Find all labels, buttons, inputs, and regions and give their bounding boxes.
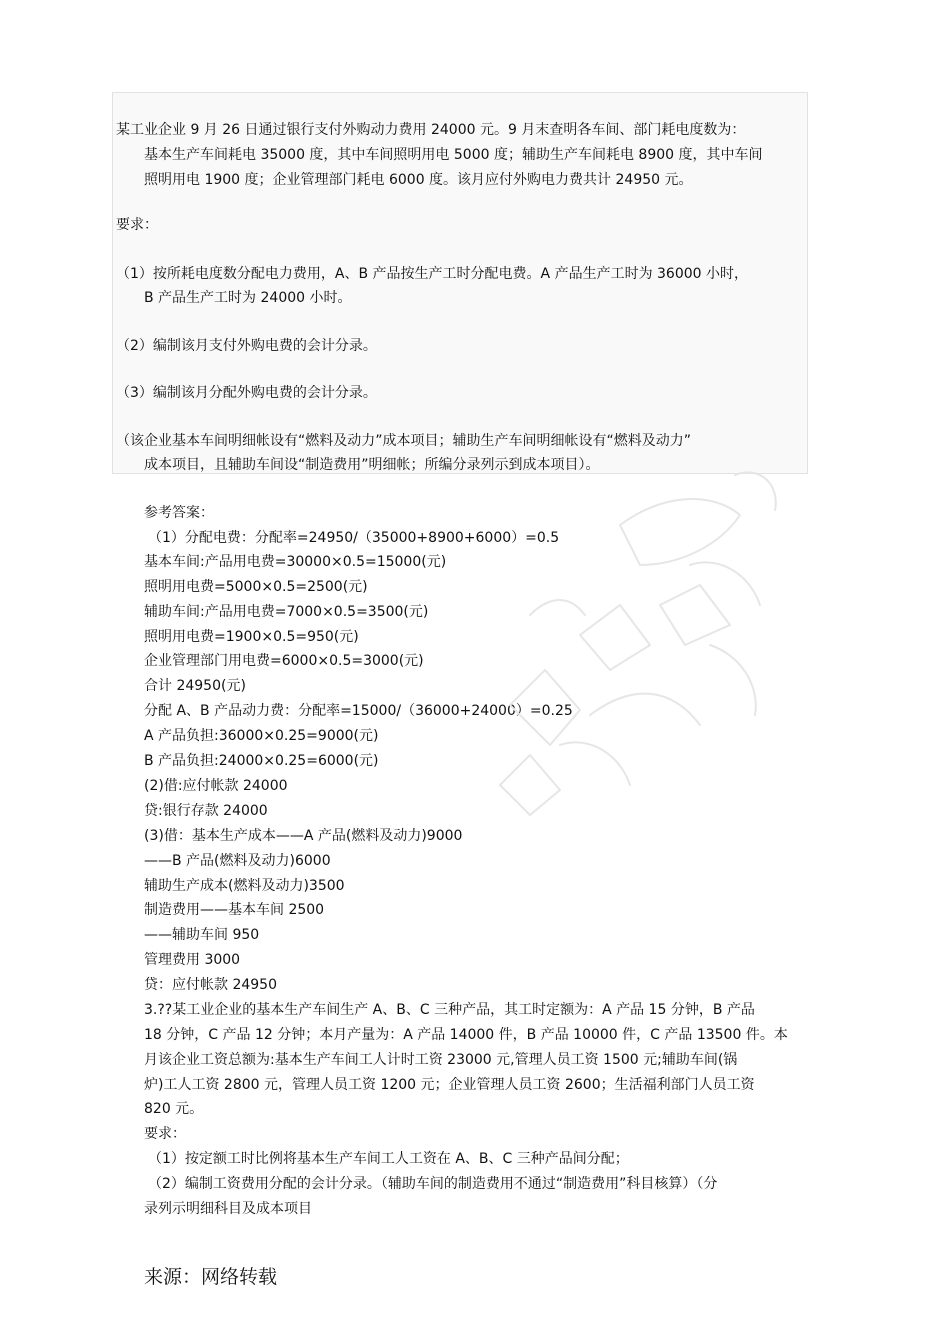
- answer-line: 制造费用——基本车间 2500: [144, 902, 325, 918]
- question-line: （3）编制该月分配外购电费的会计分录。: [116, 385, 377, 401]
- answer-line: 管理费用 3000: [144, 952, 241, 968]
- question-line: B 产品生产工时为 24000 小时。: [144, 290, 352, 306]
- answer-line: 要求：: [144, 1126, 186, 1142]
- answer-line: ——辅助车间 950: [144, 927, 260, 943]
- source-line: 来源：网络转载: [144, 1266, 278, 1288]
- answer-line: 照明用电费=1900×0.5=950(元): [144, 629, 359, 645]
- question-line: 照明用电 1900 度；企业管理部门耗电 6000 度。该月应付外购电力费共计 24950 元。: [144, 172, 693, 188]
- answer-line: 辅助车间:产品用电费=7000×0.5=3500(元): [144, 604, 429, 620]
- answer-line: 炉)工人工资 2800 元，管理人员工资 1200 元；企业管理人员工资 2600；生活福利部门人员工资: [144, 1077, 755, 1093]
- answer-line: ——B 产品(燃料及动力)6000: [144, 853, 331, 869]
- answer-line: （1）分配电费：分配率=24950/（35000+8900+6000）=0.5: [148, 530, 560, 546]
- answer-line: 辅助生产成本(燃料及动力)3500: [144, 878, 345, 894]
- question-line: 成本项目，且辅助车间设“制造费用”明细帐；所编分录列示到成本项目）。: [144, 457, 600, 473]
- answer-line: A 产品负担:36000×0.25=9000(元): [144, 728, 379, 744]
- answer-line: (3)借：基本生产成本——A 产品(燃料及动力)9000: [144, 828, 463, 844]
- answer-line: 18 分钟，C 产品 12 分钟；本月产量为：A 产品 14000 件，B 产品 10000 件，C 产品 13500 件。本: [144, 1027, 788, 1043]
- answer-line: （2）编制工资费用分配的会计分录。（辅助车间的制造费用不通过“制造费用”科目核算）（分: [148, 1176, 718, 1192]
- question-line: （该企业基本车间明细帐设有“燃料及动力”成本项目；辅助生产车间明细帐设有“燃料及动力”: [116, 433, 692, 449]
- question-line: 要求：: [116, 217, 158, 233]
- answer-line: 合计 24950(元): [144, 678, 246, 694]
- answer-line: 企业管理部门用电费=6000×0.5=3000(元): [144, 653, 424, 669]
- question-line: （2）编制该月支付外购电费的会计分录。: [116, 338, 377, 354]
- answer-line: 基本车间:产品用电费=30000×0.5=15000(元): [144, 554, 447, 570]
- answer-line: 照明用电费=5000×0.5=2500(元): [144, 579, 368, 595]
- question-line: 基本生产车间耗电 35000 度，其中车间照明用电 5000 度；辅助生产车间耗电 8900 度，其中车间: [144, 147, 763, 163]
- answer-line: B 产品负担:24000×0.25=6000(元): [144, 753, 379, 769]
- answer-line: 820 元。: [144, 1101, 204, 1117]
- answer-line: 录列示明细科目及成本项目: [144, 1201, 312, 1217]
- answer-line: 3.??某工业企业的基本生产车间生产 A、B、C 三种产品，其工时定额为：A 产品 15 分钟，B 产品: [144, 1002, 755, 1018]
- answer-line: (2)借:应付帐款 24000: [144, 778, 288, 794]
- answer-line: 参考答案：: [144, 505, 214, 521]
- answer-line: 分配 A、B 产品动力费：分配率=15000/（36000+24000）=0.25: [144, 703, 573, 719]
- question-line: 某工业企业 9 月 26 日通过银行支付外购动力费用 24000 元。9 月末查明各车间、部门耗电度数为：: [116, 122, 746, 138]
- answer-line: 月该企业工资总额为:基本生产车间工人计时工资 23000 元,管理人员工资 1500 元;辅助车间(锅: [144, 1052, 738, 1068]
- question-line: （1）按所耗电度数分配电力费用，A、B 产品按生产工时分配电费。A 产品生产工时为 36000 小时，: [116, 266, 749, 282]
- answer-line: 贷:银行存款 24000: [144, 803, 268, 819]
- answer-line: 贷：应付帐款 24950: [144, 977, 277, 993]
- answer-line: （1）按定额工时比例将基本生产车间工人工资在 A、B、C 三种产品间分配；: [148, 1151, 629, 1167]
- watermark-image: [470, 455, 800, 835]
